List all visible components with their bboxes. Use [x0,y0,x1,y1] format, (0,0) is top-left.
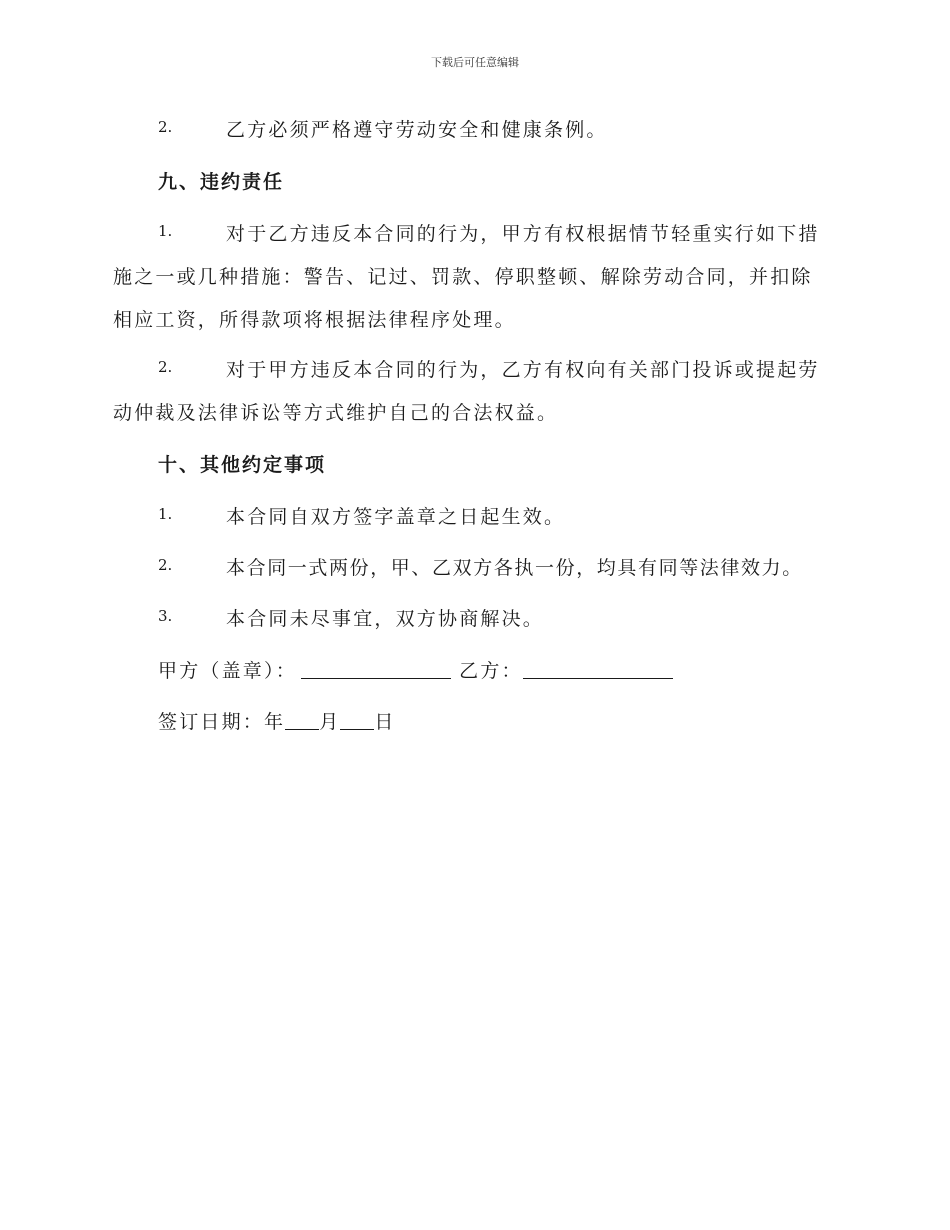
clause-text: 动仲裁及法律诉讼等方式维护自己的合法权益。 [113,402,559,424]
item-number: 2. [158,556,173,574]
party-a-label: 甲方（盖章）： [158,660,297,682]
clause-text: 乙方必须严格遵守劳动安全和健康条例。 [226,119,608,141]
day-blank [340,713,374,730]
clause-text: 本合同自双方签字盖章之日起生效。 [226,506,566,528]
party-a-blank [301,662,451,679]
clause-text: 本合同未尽事宜，双方协商解决。 [226,608,545,630]
item-number: 3. [158,607,173,625]
signature-line [158,656,673,683]
clause-text: 对于乙方违反本合同的行为，甲方有权根据情节轻重实行如下措 [226,223,820,245]
item-number: 1. [158,505,173,523]
item-number: 1. [158,222,173,240]
month-blank [285,713,319,730]
day-label: 日 [374,711,396,733]
page-header: 下载后可任意编辑 [431,56,519,69]
item-number: 2. [158,358,173,376]
party-b-blank [523,662,673,679]
item-number: 2. [158,118,173,136]
month-label: 月 [319,711,341,733]
clause-text: 本合同一式两份，甲、乙双方各执一份，均具有同等法律效力。 [226,557,803,579]
date-line [158,707,396,734]
clause-text: 施之一或几种措施：警告、记过、罚款、停职整顿、解除劳动合同，并扣除 [113,266,813,288]
date-label: 签订日期： [158,711,265,733]
year-label: 年 [264,711,286,733]
party-b-label: 乙方： [459,660,523,682]
section-heading-breach: 九、违约责任 [158,171,285,193]
clause-text: 相应工资，所得款项将根据法律程序处理。 [113,309,516,331]
section-heading-other: 十、其他约定事项 [158,454,327,476]
clause-text: 对于甲方违反本合同的行为，乙方有权向有关部门投诉或提起劳 [226,359,820,381]
